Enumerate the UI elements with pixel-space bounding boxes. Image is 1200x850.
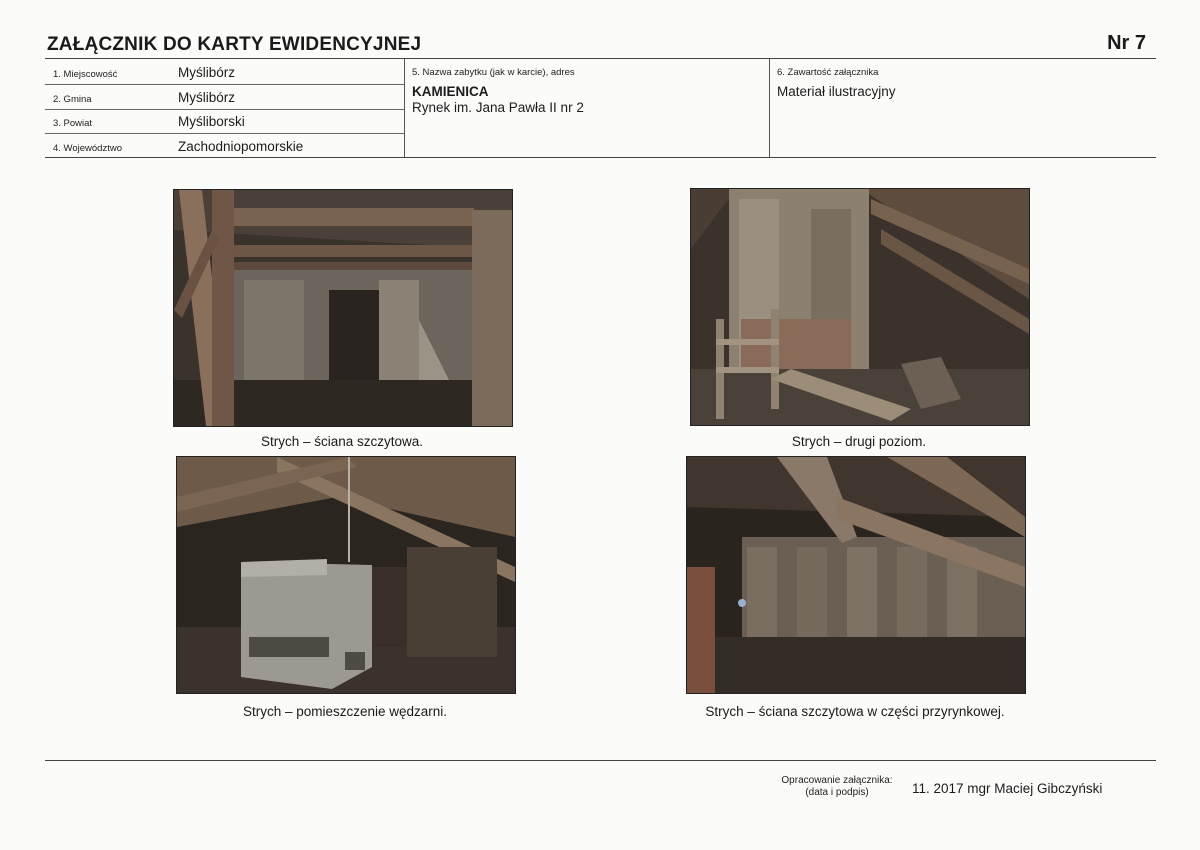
- monument-address: Rynek im. Jana Pawła II nr 2: [412, 100, 584, 115]
- field-label-gmina: 2. Gmina: [53, 94, 92, 105]
- field-label-wojewodztwo: 4. Województwo: [53, 143, 122, 154]
- photo-gable-wall: [173, 189, 513, 427]
- field-value-miejscowosc: Myślibórz: [178, 65, 236, 80]
- prepared-by-label-line2: (data i podpis): [805, 787, 869, 798]
- prepared-by-label: [772, 775, 902, 799]
- field-value-wojewodztwo: Zachodniopomorskie: [178, 139, 304, 154]
- photo-gable-wall-market-side: [686, 456, 1026, 694]
- field-value-gmina: Myślibórz: [178, 90, 236, 105]
- column-divider: [404, 59, 405, 157]
- caption-photo-2: Strych – drugi poziom.: [791, 434, 927, 449]
- monument-label: 5. Nazwa zabytku (jak w karcie), adres: [412, 67, 575, 78]
- caption-photo-4: Strych – ściana szczytowa w części przyrynkowej.: [705, 704, 1005, 719]
- field-label-powiat: 3. Powiat: [53, 118, 93, 129]
- prepared-by-value: 11. 2017 mgr Maciej Gibczyński: [912, 781, 1103, 796]
- attachment-number: Nr 7: [1107, 32, 1146, 54]
- field-value-powiat: Myśliborski: [178, 114, 245, 129]
- prepared-by-label-line1: Opracowanie załącznika:: [781, 775, 893, 786]
- contents-value: Materiał ilustracyjny: [777, 84, 896, 99]
- column-divider: [769, 59, 770, 157]
- field-label-miejscowosc: 1. Miejscowość: [53, 69, 118, 80]
- row-divider: [45, 133, 404, 134]
- caption-photo-3: Strych – pomieszczenie wędzarni.: [242, 704, 448, 719]
- photo-smokehouse: [176, 456, 516, 694]
- row-divider: [45, 109, 404, 110]
- caption-photo-1: Strych – ściana szczytowa.: [260, 434, 424, 449]
- row-divider: [45, 84, 404, 85]
- contents-label: 6. Zawartość załącznika: [777, 67, 879, 78]
- table-bottom-rule: [45, 157, 1156, 158]
- top-rule: [45, 58, 1156, 59]
- footer-rule: [45, 760, 1156, 761]
- monument-name: KAMIENICA: [412, 84, 489, 99]
- photo-second-level: [690, 188, 1030, 426]
- document-title: ZAŁĄCZNIK DO KARTY EWIDENCYJNEJ: [47, 34, 422, 55]
